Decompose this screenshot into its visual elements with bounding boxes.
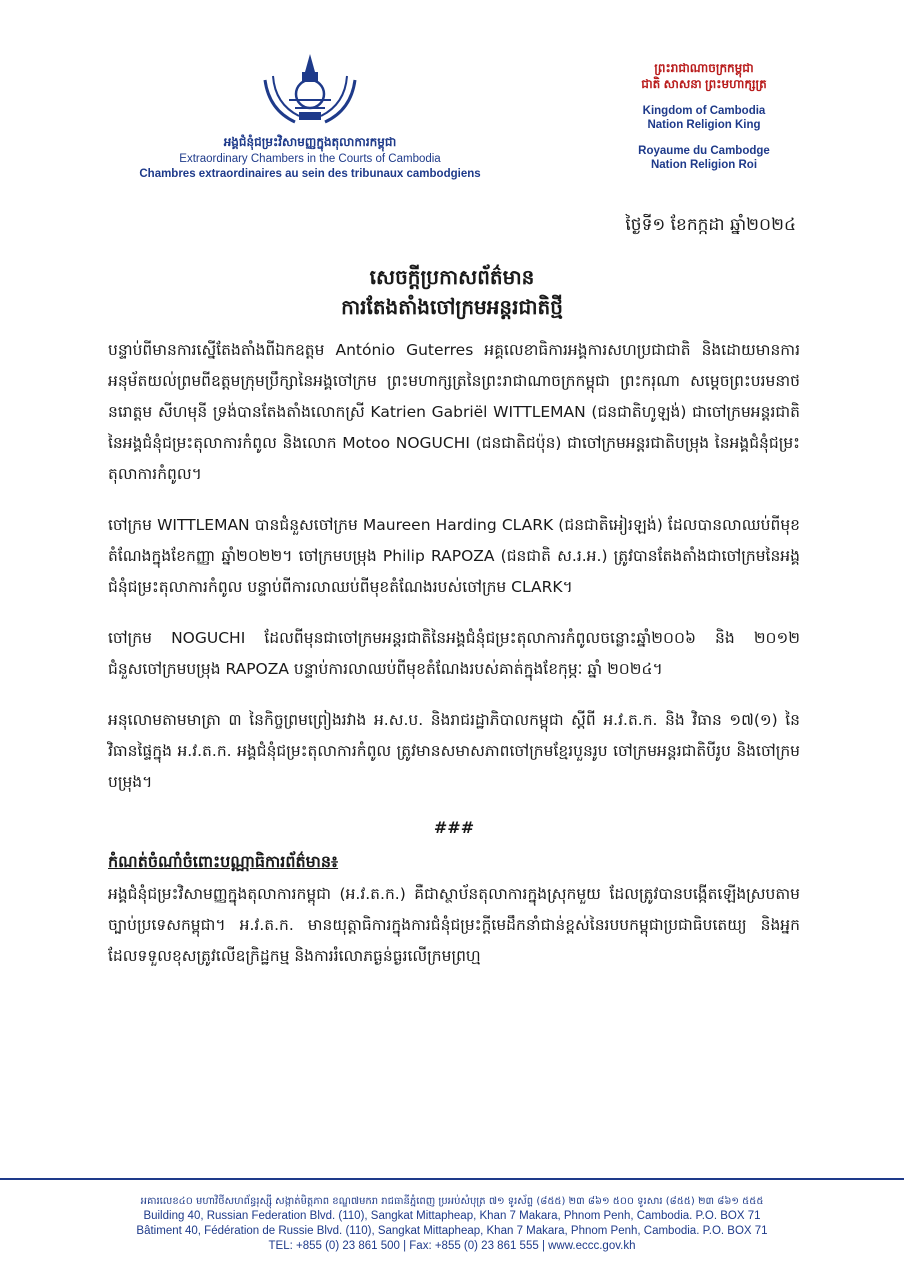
eccc-emblem-icon bbox=[255, 50, 365, 132]
kingdom-english-line1: Kingdom of Cambodia bbox=[642, 105, 766, 117]
footer-address bbox=[0, 1194, 904, 1254]
kingdom-motto-block bbox=[614, 60, 794, 172]
kingdom-english-line2: Nation Religion King bbox=[647, 119, 761, 131]
document-body bbox=[108, 335, 800, 972]
paragraph-4: អនុលោមតាមមាត្រា ៣ នៃកិច្ចព្រមព្រៀងរវាង អ.ស.ប. និងរាជរដ្ឋាភិបាលកម្ពុជា ស្តីពី អ.វ.ត.ក. និង វិធាន ១៧(១) នៃវិធានផ្ទៃក្នុង អ.វ.ត.ក. អង្គជំនុំជម្រះតុលាការកំពូល ត្រូវមានសមាសភាពចៅក្រមខ្មែរបួនរូប ចៅក្រមអន្តរជាតិបីរូប និងចៅក្រមបម្រុង។ bbox=[108, 711, 800, 791]
footer-address-english: Building 40, Russian Federation Blvd. (110), Sangkat Mittapheap, Khan 7 Makara, Phnom Penh, Cambodia. P.O. BOX 71 bbox=[143, 1210, 761, 1222]
paragraph-1: បន្ទាប់ពីមានការស្នើតែងតាំងពីឯកឧត្តម António Guterres អគ្គលេខាធិការអង្គការសហប្រជាជាតិ និងដោយមានការអនុម័តយល់ព្រមពីឧត្តមក្រុមប្រឹក្សានៃអង្គចៅក្រម ព្រះមហាក្សត្រនៃព្រះរាជាណាចក្រកម្ពុជា ព្រះករុណា សម្តេចព្រះបរមនាថ នរោត្តម សីហមុនី ទ្រង់បានតែងតាំងលោកស្រី Katrien Gabriël WITTLEMAN (ជនជាតិហូឡង់) ជាចៅក្រមអន្តរជាតិ នៃអង្គជំនុំជម្រះតុលាការកំពូល និងលោក Motoo NOGUCHI (ជនជាតិជប៉ុន) ជាចៅក្រមអន្តរជាតិបម្រុង នៃអង្គជំនុំជម្រះតុលាការកំពូល។ bbox=[108, 341, 800, 483]
document-title bbox=[0, 262, 904, 322]
footer-contact[interactable]: TEL: +855 (0) 23 861 500 | Fax: +855 (0) 23 861 555 | www.eccc.gov.kh bbox=[268, 1240, 636, 1252]
footer-address-khmer: អគារលេខ៤០ មហាវិថីសហព័ន្ធរុស្ស៊ី សង្កាត់មិត្តភាព ខណ្ឌ៧មករា រាជធានីភ្នំពេញ ប្រអប់សំបុត្រ ៧១ ទូរស័ព្ទ (៨៥៥) ២៣ ៨៦១ ៥០០ ទូរសារ (៨៥៥) ២៣ ៨៦១ ៥៥៥ bbox=[140, 1196, 764, 1207]
org-name-khmer: អង្គជំនុំជម្រះវិសាមញ្ញក្នុងតុលាការកម្ពុជា bbox=[223, 135, 397, 149]
kingdom-french-line1: Royaume du Cambodge bbox=[638, 145, 770, 157]
kingdom-khmer-line2: ជាតិ សាសនា ព្រះមហាក្សត្រ bbox=[641, 77, 767, 91]
paragraph-3: ចៅក្រម NOGUCHI ដែលពីមុនជាចៅក្រមអន្តរជាតិនៃអង្គជំនុំជម្រះតុលាការកំពូលចន្លោះឆ្នាំ២០០៦ និង ២០១២ ជំនួសចៅក្រមបម្រុង RAPOZA បន្ទាប់ការលាឈប់ពីមុខតំណែងរបស់គាត់ក្នុងខែកុម្ភៈ ឆ្នាំ ២០២៤។ bbox=[108, 629, 800, 678]
paragraph-2: ចៅក្រម WITTLEMAN បានជំនួសចៅក្រម Maureen Harding CLARK (ជនជាតិអៀរឡង់) ដែលបានលាឈប់ពីមុខតំណែងក្នុងខែកញ្ញា ឆ្នាំ២០២២។ ចៅក្រមបម្រុង Philip RAPOZA (ជនជាតិ ស.រ.អ.) ត្រូវបានតែងតាំងជាចៅក្រមនៃអង្គជំនុំជម្រះតុលាការកំពូល បន្ទាប់ពីការលាឈប់ពីមុខតំណែងរបស់ចៅក្រម CLARK។ bbox=[108, 516, 800, 596]
kingdom-french-line2: Nation Religion Roi bbox=[650, 159, 758, 171]
footer-address-french: Bâtiment 40, Fédération de Russie Blvd. (110), Sangkat Mittapheap, Khan 7 Makara, Phnom Penh, Cambodia. P.O. BOX 71 bbox=[136, 1225, 768, 1237]
title-line2: ការតែងតាំងចៅក្រមអន្តរជាតិថ្មី bbox=[341, 295, 563, 319]
letterhead bbox=[0, 0, 904, 200]
title-line1: សេចក្តីប្រកាសព័ត៌មាន bbox=[369, 265, 535, 289]
footer-divider bbox=[0, 1178, 904, 1180]
section-separator: ### bbox=[433, 818, 475, 837]
eccc-logo-block bbox=[110, 50, 510, 182]
org-name-french: Chambres extraordinaires au sein des tribunaux cambodgiens bbox=[139, 168, 481, 180]
kingdom-khmer-line1: ព្រះរាជាណាចក្រកម្ពុជា bbox=[654, 61, 754, 75]
document-date: ថ្ងៃទី១ ខែកក្កដា ឆ្នាំ២០២៤ bbox=[625, 215, 796, 235]
page-footer bbox=[0, 1178, 904, 1254]
paragraph-5: អង្គជំនុំជម្រះវិសាមញ្ញក្នុងតុលាការកម្ពុជា (អ.វ.ត.ក.) គឺជាស្ថាប័នតុលាការក្នុងស្រុកមួយ ដែលត្រូវបានបង្កើតឡើងស្របតាមច្បាប់ប្រទេសកម្ពុជា។ អ.វ.ត.ក. មានយុត្តាធិការក្នុងការជំនុំជម្រះក្តីមេដឹកនាំជាន់ខ្ពស់នៃរបបកម្ពុជាប្រជាធិបតេយ្យ និងអ្នកដែលទទួលខុសត្រូវលើឧក្រិដ្ឋកម្ម និងការរំលោភធ្ងន់ធ្ងរលើក្រមព្រហ្ម bbox=[108, 885, 800, 965]
org-name-english: Extraordinary Chambers in the Courts of Cambodia bbox=[179, 153, 441, 165]
note-to-editors-heading: កំណត់ចំណាំចំពោះបណ្ណាធិការព័ត៌មាន៖ bbox=[108, 852, 339, 871]
